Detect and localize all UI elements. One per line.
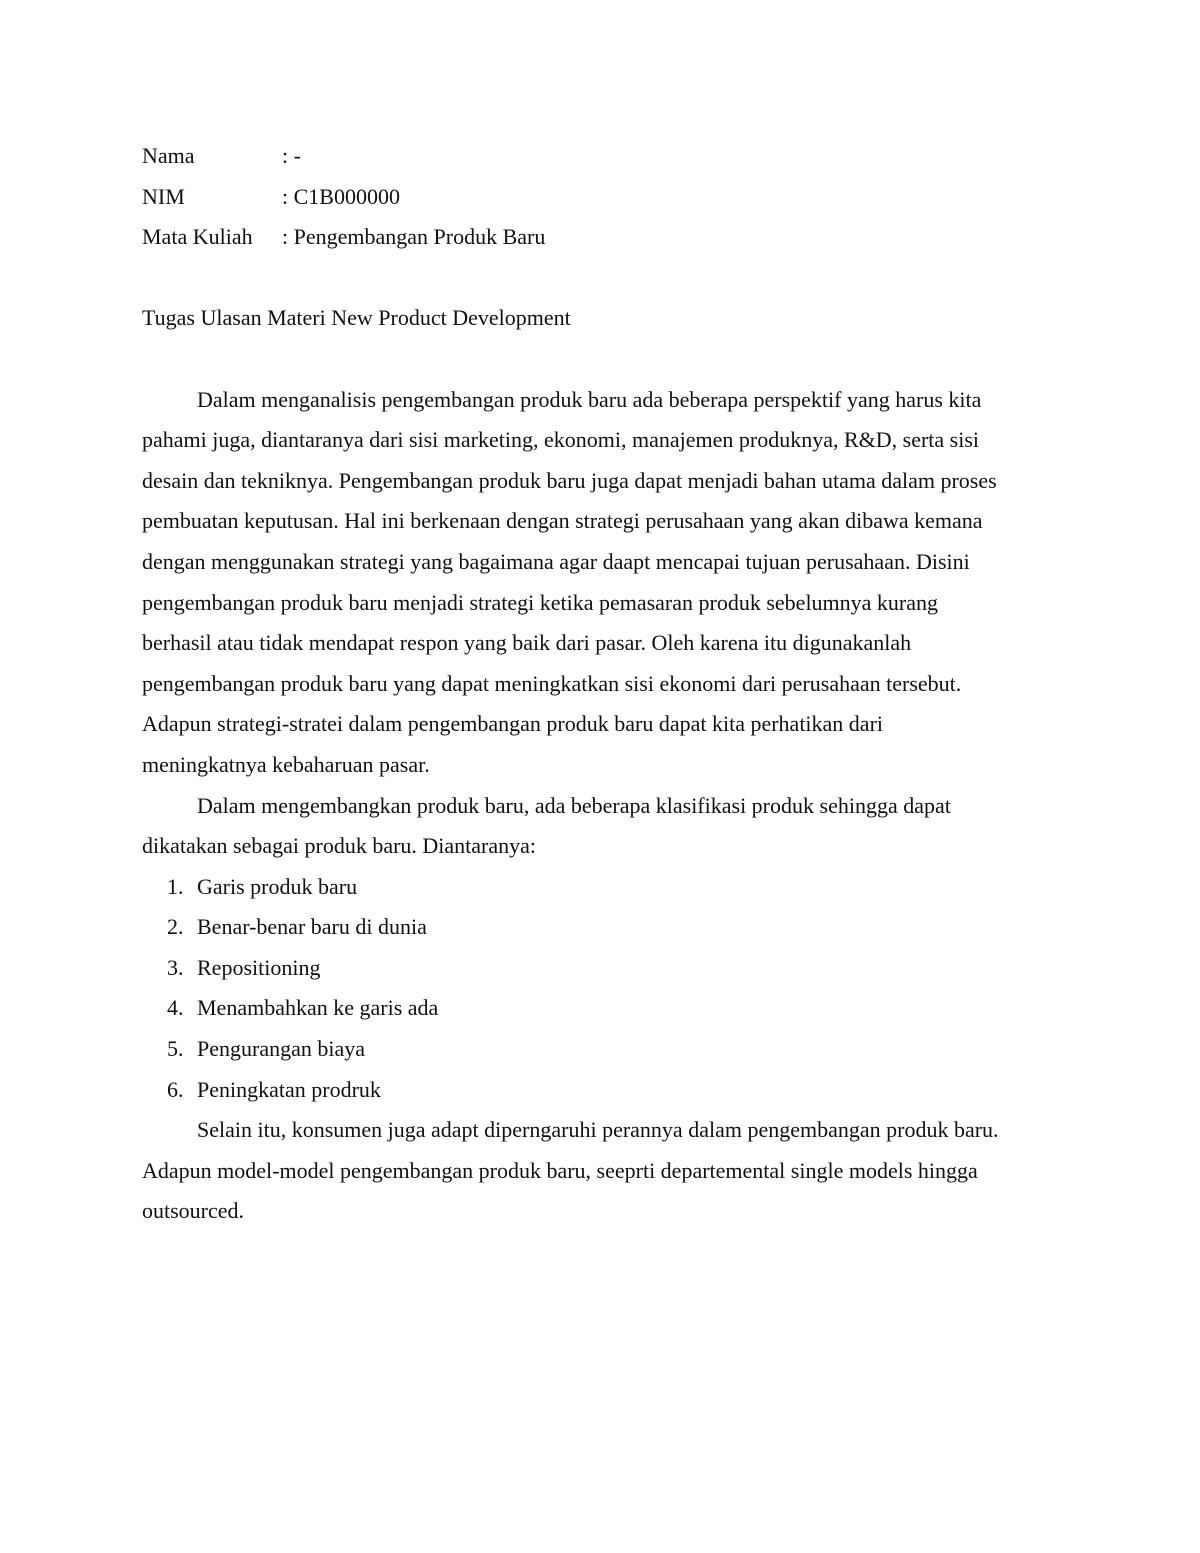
spacer xyxy=(142,339,1062,380)
list-item xyxy=(142,867,1062,908)
list-item xyxy=(142,1029,1062,1070)
list-item xyxy=(142,988,1062,1029)
paragraph-line: Dalam mengembangkan produk baru, ada beberapa klasifikasi produk sehingga dapat xyxy=(197,792,951,818)
info-row-nama xyxy=(142,136,1062,177)
info-row-mata-kuliah xyxy=(142,217,1062,258)
list-text: Peningkatan prodruk xyxy=(197,1076,381,1102)
paragraph-line: pengembangan produk baru yang dapat meningkatkan sisi ekonomi dari perusahaan tersebut. xyxy=(142,670,962,696)
list-number: 6. xyxy=(167,1076,184,1102)
paragraph-2 xyxy=(142,786,1062,867)
info-value: : C1B000000 xyxy=(282,183,400,209)
paragraph-3 xyxy=(142,1110,1062,1232)
paragraph-line: Dalam menganalisis pengembangan produk baru ada beberapa perspektif yang harus kita xyxy=(197,386,982,412)
info-value: : - xyxy=(282,143,301,168)
student-info xyxy=(142,136,1062,258)
paragraph-line: dikatakan sebagai produk baru. Diantaranya: xyxy=(142,833,537,859)
paragraph-line: Adapun model-model pengembangan produk baru, seeprti departemental single models hingga xyxy=(142,1157,978,1183)
document-title: Tugas Ulasan Materi New Product Development xyxy=(142,305,571,331)
paragraph-line: pahami juga, diantaranya dari sisi marketing, ekonomi, manajemen produknya, R&D, serta sisi xyxy=(142,427,980,453)
info-value: : Pengembangan Produk Baru xyxy=(282,224,546,250)
list-text: Repositioning xyxy=(197,954,321,980)
list-item xyxy=(142,948,1062,989)
document-content xyxy=(142,136,1062,1232)
list-number: 2. xyxy=(167,914,184,940)
list-item xyxy=(142,1070,1062,1111)
classification-list xyxy=(142,867,1062,1111)
info-row-nim xyxy=(142,177,1062,218)
list-number: 3. xyxy=(167,954,184,980)
paragraph-1 xyxy=(142,380,1062,786)
list-item xyxy=(142,907,1062,948)
paragraph-line: meningkatnya kebaharuan pasar. xyxy=(142,751,430,777)
info-label: NIM xyxy=(142,183,185,209)
list-number: 1. xyxy=(167,873,184,899)
list-number: 5. xyxy=(167,1036,184,1062)
list-text: Menambahkan ke garis ada xyxy=(197,995,439,1021)
paragraph-line: dengan menggunakan strategi yang bagaimana agar daapt mencapai tujuan perusahaan. Disini xyxy=(142,548,970,574)
paragraph-line: Selain itu, konsumen juga adapt diperngaruhi perannya dalam pengembangan produk baru. xyxy=(197,1117,999,1143)
paragraph-line: pembuatan keputusan. Hal ini berkenaan dengan strategi perusahaan yang akan dibawa kemana xyxy=(142,508,983,534)
paragraph-line: outsourced. xyxy=(142,1198,245,1224)
list-number: 4. xyxy=(167,995,184,1021)
info-label: Mata Kuliah xyxy=(142,224,253,250)
list-text: Benar-benar baru di dunia xyxy=(197,914,427,940)
spacer xyxy=(142,258,1062,299)
list-text: Garis produk baru xyxy=(197,873,358,899)
paragraph-line: Adapun strategi-stratei dalam pengembangan produk baru dapat kita perhatikan dari xyxy=(142,711,884,737)
paragraph-line: pengembangan produk baru menjadi strategi ketika pemasaran produk sebelumnya kurang xyxy=(142,589,939,615)
paragraph-line: berhasil atau tidak mendapat respon yang baik dari pasar. Oleh karena itu digunakanlah xyxy=(142,630,912,656)
list-text: Pengurangan biaya xyxy=(197,1036,365,1062)
info-label: Nama xyxy=(142,143,195,168)
paragraph-line: desain dan tekniknya. Pengembangan produk baru juga dapat menjadi bahan utama dalam proses xyxy=(142,467,997,493)
